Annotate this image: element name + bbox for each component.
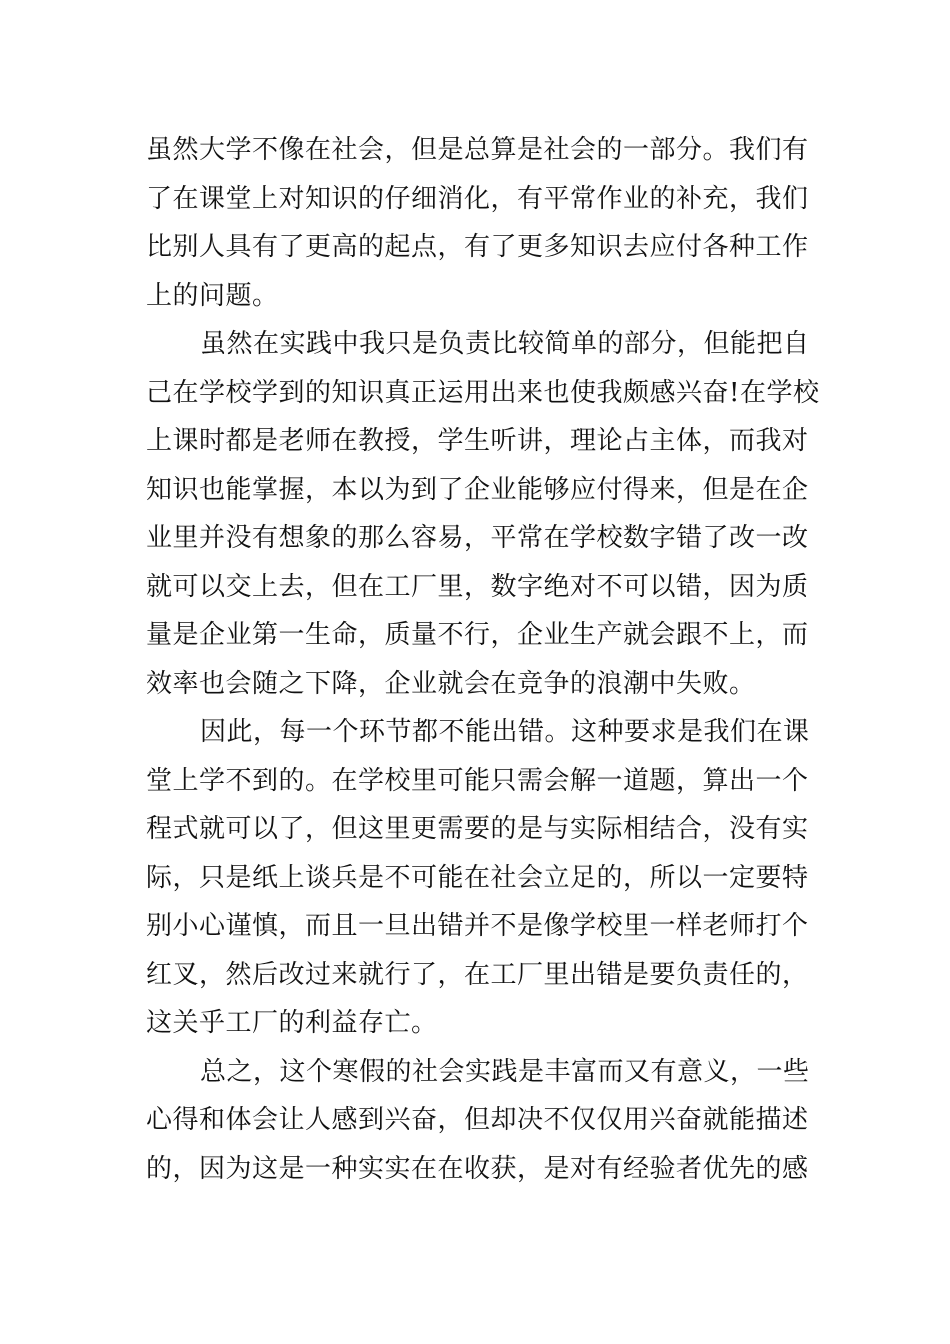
text-line: 际，只是纸上谈兵是不可能在社会立足的，所以一定要特 xyxy=(146,862,809,893)
text-line: 比别人具有了更高的起点，有了更多知识去应付各种工作 xyxy=(146,232,809,262)
text-line: 心得和体会让人感到兴奋，但却决不仅仅用兴奋就能描述 xyxy=(146,1105,809,1135)
text-line: 别小心谨慎，而且一旦出错并不是像学校里一样老师打个 xyxy=(146,911,809,941)
text-line: 量是企业第一生命，质量不行，企业生产就会跟不上，而 xyxy=(146,620,809,650)
text-line: 上的问题。 xyxy=(146,280,279,311)
text-line: 了在课堂上对知识的仔细消化，有平常作业的补充，我们 xyxy=(146,183,809,214)
text-line: 堂上学不到的。在学校里可能只需会解一道题，算出一个 xyxy=(146,765,809,796)
text-line: 红叉，然后改过来就行了，在工厂里出错是要负责任的， xyxy=(146,959,809,990)
text-line: 就可以交上去，但在工厂里，数字绝对不可以错，因为质 xyxy=(146,571,809,602)
text-line: 这关乎工厂的利益存亡。 xyxy=(146,1008,438,1038)
body-text xyxy=(146,126,820,1193)
text-line: 的，因为这是一种实实在在收获，是对有经验者优先的感 xyxy=(146,1153,809,1184)
text-line: 虽然大学不像在社会，但是总算是社会的一部分。我们有 xyxy=(146,135,809,165)
text-line: 虽然在实践中我只是负责比较简单的部分，但能把自 xyxy=(200,329,810,359)
text-line: 总之，这个寒假的社会实践是丰富而又有意义，一些 xyxy=(200,1056,810,1087)
text-line: 己在学校学到的知识真正运用出来也使我颇感兴奋!在学校 xyxy=(146,377,820,408)
text-line: 程式就可以了，但这里更需要的是与实际相结合，没有实 xyxy=(146,814,809,844)
text-line: 上课时都是老师在教授，学生听讲，理论占主体，而我对 xyxy=(146,426,809,456)
text-line: 因此，每一个环节都不能出错。这种要求是我们在课 xyxy=(200,717,810,747)
text-line: 知识也能掌握，本以为到了企业能够应付得来，但是在企 xyxy=(146,474,809,505)
text-line: 效率也会随之下降，企业就会在竞争的浪潮中失败。 xyxy=(146,668,756,699)
text-line: 业里并没有想象的那么容易，平常在学校数字错了改一改 xyxy=(146,523,809,553)
